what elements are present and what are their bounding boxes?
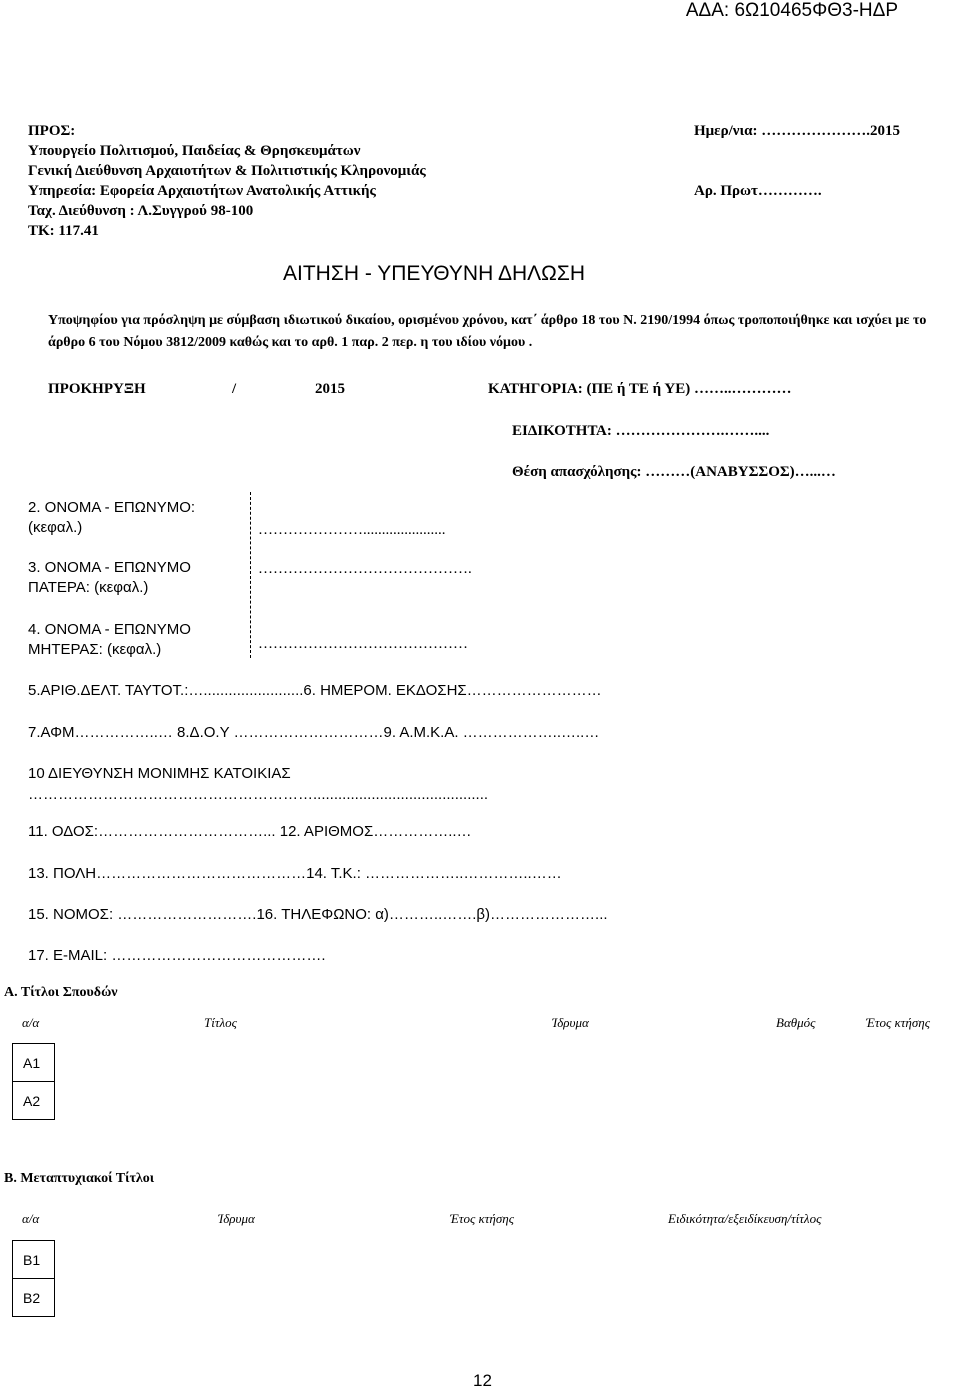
section-b-header-specialty: Ειδικότητα/εξειδίκευση/τίτλος <box>668 1211 822 1226</box>
section-b-header-aa: α/α <box>22 1211 40 1226</box>
section-b-header-institution: Ίδρυμα <box>218 1211 255 1226</box>
position-field[interactable]: Θέση απασχόλησης: ………(ΑΝΑΒΥΣΣΟΣ)…...… <box>512 464 836 480</box>
father-label: 3. ΟΝΟΜΑ - ΕΠΩΝΥΜΟ <box>28 559 191 576</box>
ada-code: ΑΔΑ: 6Ω10465ΦΘ3-ΗΔΡ <box>685 0 898 21</box>
protocol-field[interactable]: Αρ. Πρωτ…………. <box>694 183 822 199</box>
table-row <box>13 1082 55 1120</box>
field-separator <box>250 492 251 658</box>
id-and-issue-date-fields[interactable]: 5.ΑΡΙΘ.ΔΕΛΤ. ΤΑΥΤΟΤ.:…........................6. ΗΜΕΡΟΜ. ΕΚΔΟΣΗΣ……………………… <box>28 682 602 699</box>
table-row <box>13 1044 55 1082</box>
name-sub-label: (κεφαλ.) <box>28 519 83 536</box>
name-field[interactable]: …………………...................... <box>258 522 446 538</box>
page-number: 12 <box>473 1371 492 1390</box>
section-a-header-grade: Βαθμός <box>776 1015 816 1030</box>
section-a-header-year: Έτος κτήσης <box>866 1015 930 1030</box>
intro-text: Υποψηφίου για πρόσληψη με σύμβαση ιδιωτικού δικαίου, ορισμένου χρόνου, κατ΄ άρθρο 18 του Ν. 2190/1994 όπως τροποποιήθηκε και ισχύει με το άρθρο 6 του Νόμου 3812/2009 καθώς και το αρθ. 1 παρ. 2 περ. η του ιδίου νόμου . <box>48 313 927 350</box>
announcement-year: 2015 <box>315 381 345 397</box>
section-a-header-institution: Ίδρυμα <box>552 1015 589 1030</box>
address-field[interactable]: ………………………………………………….......................................... <box>28 786 489 803</box>
address-label: 10 ΔΙΕΥΘΥΝΣΗ ΜΟΝΙΜΗΣ ΚΑΤΟΙΚΙΑΣ <box>28 765 291 782</box>
to-line-service: Υπηρεσία: Εφορεία Αρχαιοτήτων Ανατολικής Αττικής <box>28 183 376 199</box>
city-postcode-fields[interactable]: 13. ΠΟΛΗ……………………………………14. Τ.Κ.: ………………..…………..…… <box>28 865 562 882</box>
section-a-header-aa: α/α <box>22 1015 40 1030</box>
father-sub-label: ΠΑΤΕΡΑ: (κεφαλ.) <box>28 579 149 596</box>
section-b-table <box>12 1240 55 1317</box>
to-line-address: Ταχ. Διεύθυνση : Λ.Συγγρού 98-100 <box>28 203 254 219</box>
to-line-ministry: Υπουργείο Πολιτισμού, Παιδείας & Θρησκευμάτων <box>28 143 361 159</box>
table-row <box>13 1279 55 1317</box>
tax-fields[interactable]: 7.ΑΦΜ……………..… 8.Δ.Ο.Υ …………………………9. Α.Μ.Κ.Α. ………………..…..… <box>28 724 600 741</box>
email-field[interactable]: 17. E-MAIL: ……………………………………. <box>28 947 326 964</box>
section-b-header-year: Έτος κτήσης <box>450 1211 514 1226</box>
section-a-title: Α. Τίτλοι Σπουδών <box>4 985 118 1000</box>
row-label-a2: Α2 <box>13 1082 55 1120</box>
prefecture-phone-fields[interactable]: 15. ΝΟΜΟΣ: ……………………….16. ΤΗΛΕΦΩΝΟ: α)………..…….β)…………………... <box>28 906 608 923</box>
date-field[interactable]: Ημερ/νια: ………………….2015 <box>694 123 900 139</box>
street-number-fields[interactable]: 11. ΟΔΟΣ:……………………………... 12. ΑΡΙΘΜΟΣ……………..… <box>28 823 472 840</box>
to-line-directorate: Γενική Διεύθυνση Αρχαιοτήτων & Πολιτιστικής Κληρονομιάς <box>28 163 426 179</box>
mother-field[interactable]: …………………………………… <box>258 636 468 652</box>
father-field[interactable]: ……………………………………. <box>258 561 472 577</box>
section-a-header-title: Τίτλος <box>204 1015 237 1030</box>
table-row <box>13 1241 55 1279</box>
name-label: 2. ΟΝΟΜΑ - ΕΠΩΝΥΜΟ: <box>28 499 196 516</box>
to-line-postcode: ΤΚ: 117.41 <box>28 223 99 239</box>
specialty-field[interactable]: ΕΙΔΙΚΟΤΗΤΑ: ………………….…….... <box>512 423 770 439</box>
announcement-label: ΠΡΟΚΗΡΥΞΗ <box>48 381 146 397</box>
section-a-table <box>12 1043 55 1120</box>
mother-sub-label: ΜΗΤΕΡΑΣ: (κεφαλ.) <box>28 641 162 658</box>
row-label-b1: Β1 <box>13 1241 55 1279</box>
category-field[interactable]: ΚΑΤΗΓΟΡΙΑ: (ΠΕ ή ΤΕ ή ΥΕ) ……..………… <box>488 381 792 397</box>
announcement-slash: / <box>232 381 237 397</box>
section-b-title: Β. Μεταπτυχιακοί Τίτλοι <box>4 1171 155 1186</box>
row-label-b2: Β2 <box>13 1279 55 1317</box>
mother-label: 4. ΟΝΟΜΑ - ΕΠΩΝΥΜΟ <box>28 621 191 638</box>
row-label-a1: Α1 <box>13 1044 55 1082</box>
to-heading: ΠΡΟΣ: <box>28 123 76 139</box>
form-title: ΑΙΤΗΣΗ - ΥΠΕΥΘΥΝΗ ΔΗΛΩΣΗ <box>283 262 586 285</box>
